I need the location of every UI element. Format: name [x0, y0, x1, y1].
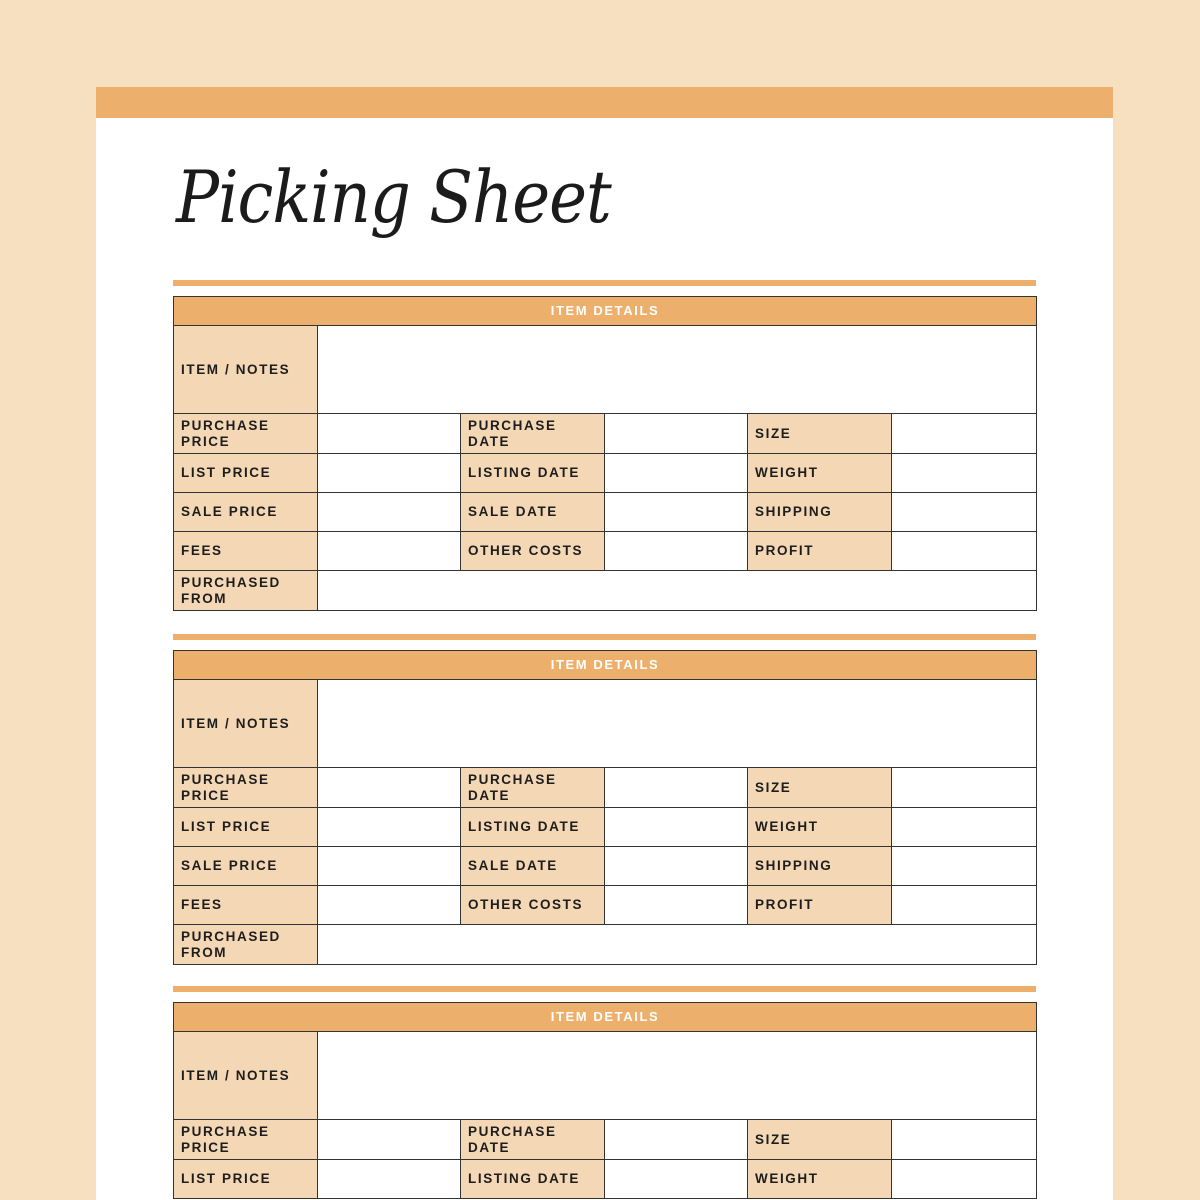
fees-label: FEES — [174, 532, 318, 571]
shipping-field[interactable] — [892, 847, 1037, 886]
listing-date-field[interactable] — [605, 1160, 748, 1199]
profit-label: PROFIT — [748, 532, 892, 571]
size-label: SIZE — [748, 1120, 892, 1160]
size-field[interactable] — [892, 1120, 1037, 1160]
item-notes-label: ITEM / NOTES — [174, 1032, 318, 1120]
sale-date-field[interactable] — [605, 847, 748, 886]
sale-date-field[interactable] — [605, 493, 748, 532]
item-notes-label: ITEM / NOTES — [174, 680, 318, 768]
item-details-block — [173, 296, 1036, 611]
purchase-price-field[interactable] — [318, 768, 461, 808]
listing-date-label: LISTING DATE — [461, 454, 605, 493]
item-notes-label: ITEM / NOTES — [174, 326, 318, 414]
size-label: SIZE — [748, 768, 892, 808]
divider-rule — [173, 280, 1036, 286]
sale-price-field[interactable] — [318, 493, 461, 532]
purchased-from-field[interactable] — [318, 925, 1037, 965]
item-details-header: ITEM DETAILS — [174, 1003, 1037, 1032]
sale-price-label: SALE PRICE — [174, 493, 318, 532]
sale-price-label: SALE PRICE — [174, 847, 318, 886]
sale-date-label: SALE DATE — [461, 493, 605, 532]
other-costs-label: OTHER COSTS — [461, 886, 605, 925]
other-costs-label: OTHER COSTS — [461, 532, 605, 571]
size-label: SIZE — [748, 414, 892, 454]
size-field[interactable] — [892, 768, 1037, 808]
weight-field[interactable] — [892, 808, 1037, 847]
shipping-label: SHIPPING — [748, 847, 892, 886]
fees-field[interactable] — [318, 886, 461, 925]
sale-price-field[interactable] — [318, 847, 461, 886]
list-price-field[interactable] — [318, 808, 461, 847]
sheet-page — [96, 87, 1113, 1200]
profit-field[interactable] — [892, 886, 1037, 925]
weight-label: WEIGHT — [748, 1160, 892, 1199]
shipping-label: SHIPPING — [748, 493, 892, 532]
page-title: Picking Sheet — [176, 157, 611, 240]
profit-field[interactable] — [892, 532, 1037, 571]
other-costs-field[interactable] — [605, 532, 748, 571]
divider-rule — [173, 986, 1036, 992]
item-details-block — [173, 650, 1036, 965]
purchase-price-field[interactable] — [318, 1120, 461, 1160]
purchase-price-field[interactable] — [318, 414, 461, 454]
fees-label: FEES — [174, 886, 318, 925]
sale-date-label: SALE DATE — [461, 847, 605, 886]
weight-label: WEIGHT — [748, 808, 892, 847]
purchased-from-label: PURCHASED FROM — [174, 571, 318, 611]
item-details-block — [173, 1002, 1036, 1199]
list-price-field[interactable] — [318, 1160, 461, 1199]
listing-date-field[interactable] — [605, 808, 748, 847]
item-details-header: ITEM DETAILS — [174, 651, 1037, 680]
purchase-date-field[interactable] — [605, 1120, 748, 1160]
top-accent-band — [96, 87, 1113, 118]
listing-date-field[interactable] — [605, 454, 748, 493]
weight-label: WEIGHT — [748, 454, 892, 493]
item-notes-field[interactable] — [318, 1032, 1037, 1120]
list-price-label: LIST PRICE — [174, 808, 318, 847]
purchase-price-label: PURCHASE PRICE — [174, 768, 318, 808]
purchase-date-label: PURCHASE DATE — [461, 768, 605, 808]
shipping-field[interactable] — [892, 493, 1037, 532]
purchase-date-label: PURCHASE DATE — [461, 414, 605, 454]
item-notes-field[interactable] — [318, 326, 1037, 414]
purchase-date-field[interactable] — [605, 414, 748, 454]
list-price-field[interactable] — [318, 454, 461, 493]
purchase-price-label: PURCHASE PRICE — [174, 414, 318, 454]
purchase-date-label: PURCHASE DATE — [461, 1120, 605, 1160]
purchased-from-label: PURCHASED FROM — [174, 925, 318, 965]
purchased-from-field[interactable] — [318, 571, 1037, 611]
list-price-label: LIST PRICE — [174, 454, 318, 493]
item-notes-field[interactable] — [318, 680, 1037, 768]
other-costs-field[interactable] — [605, 886, 748, 925]
purchase-price-label: PURCHASE PRICE — [174, 1120, 318, 1160]
profit-label: PROFIT — [748, 886, 892, 925]
size-field[interactable] — [892, 414, 1037, 454]
purchase-date-field[interactable] — [605, 768, 748, 808]
list-price-label: LIST PRICE — [174, 1160, 318, 1199]
listing-date-label: LISTING DATE — [461, 1160, 605, 1199]
item-details-header: ITEM DETAILS — [174, 297, 1037, 326]
listing-date-label: LISTING DATE — [461, 808, 605, 847]
divider-rule — [173, 634, 1036, 640]
weight-field[interactable] — [892, 454, 1037, 493]
weight-field[interactable] — [892, 1160, 1037, 1199]
fees-field[interactable] — [318, 532, 461, 571]
